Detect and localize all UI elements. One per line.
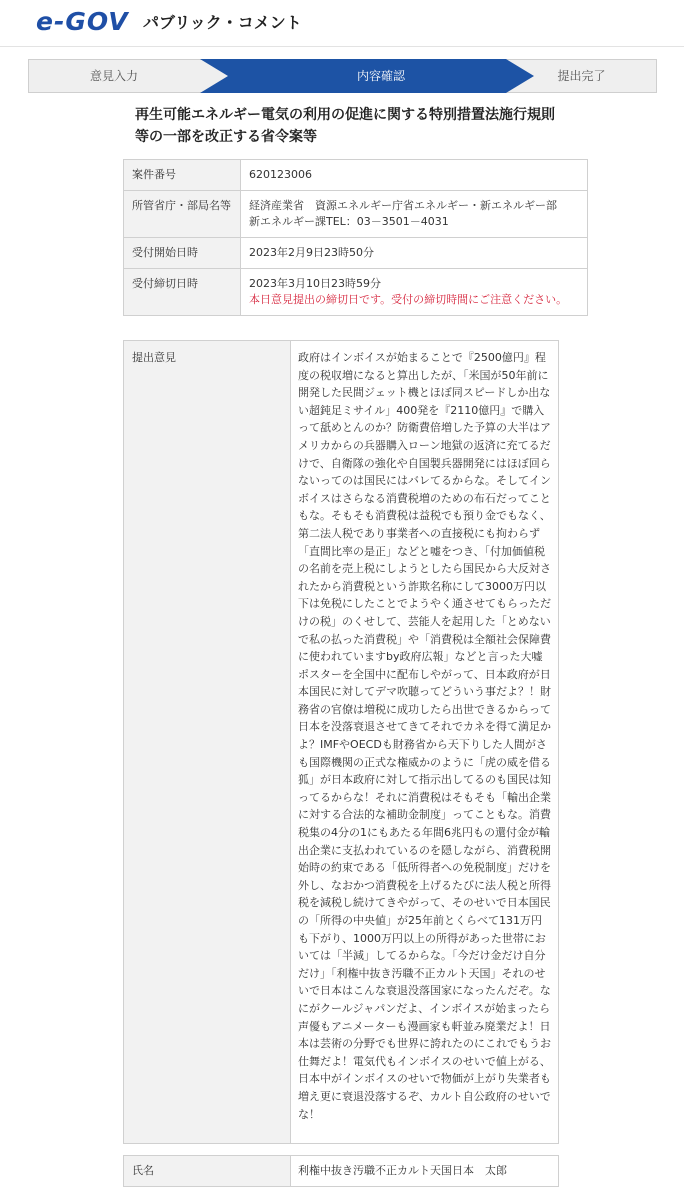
case-number-label: 案件番号 xyxy=(124,160,241,191)
case-info-table xyxy=(123,159,588,316)
step-content-confirm: 内容確認 xyxy=(356,69,405,83)
opinion-section xyxy=(123,340,559,1144)
ministry-label: 所管省庁・部局名等 xyxy=(124,191,241,238)
name-value: 利権中抜き汚職不正カルト天国日本 太郎 xyxy=(298,1164,507,1177)
site-header xyxy=(0,0,684,47)
opinion-label: 提出意見 xyxy=(124,341,291,1143)
egov-logo[interactable]: e-GOV xyxy=(36,7,129,36)
start-date-label: 受付開始日時 xyxy=(124,238,241,269)
case-number-value: 620123006 xyxy=(241,160,588,191)
progress-stepper xyxy=(28,59,657,93)
opinion-text: 政府はインボイスが始まることで『2500億円』程度の税収増になると算出したが、「米国が50年前に開発した民間ジェット機とほぼ同スピードしか出ない超鈍足ミサイル」400発を『2110億円』で購入って舐めとんのか？防衛費倍増した予算の大半はアメリカからの兵器購入ローン地獄の返済に充てるだけで、自衛隊の強化や自国製兵器開発にはほぼ回らないってのは国民にはバレてるからな。そしてインボイスはさらなる消費税増のための布石だってこともな。そもそも消費税は益税でも預り金でもなく、第二法人税であり事業者への直接税にも拘わらず「直間比率の是正」などと嘘をつき、「付加価値税の名前を売上税にしようとしたら国民から大反対されたから消費税という詐欺名称にして3000万円以下は免税にしたことでようやく通させてもらっただけの税」のくせして、芸能人を起用した「とめないで私の払った消費税」や「消費税は全額社会保障費に使われていますby政府広報」などと言った大嘘ポスターを全国中に配布しやがって、日本政府が日本国民に対してデマ吹聴ってどういう事だよ？！財務省の官僚は増税に成功したら出世できるからって日本を没落衰退させてきてそれでカネを得て満足かよ？IMFやOECDも財務省から天下りした人間がさも国際機関の正式な権威かのように「虎の威を借る狐」が日本政府に対して指示出してるのも国民は知ってるからな！それに消費税はそもそも「輸出企業に対する合法的な補助金制度」ってこともな。消費税集の4分の1にもあたる年間6兆円もの還付金が輸出企業に支払われているのを隠しながら、消費税開始時の約束である「低所得者への免税制度」だけを外し、なおかつ消費税を上げるたびに法人税と所得税を減税し続けてきやがって、そのせいで日本国民の「所得の中央値」が25年前とくらべて131万円も下がり、1000万円以上の所得があった世帯においては「半減」してるからな。「今だけ金だけ自分だけ」「利権中抜き汚職不正カルト天国」それのせいで日本はこんな衰退没落国家になったんだぞ。なにがクールジャパンだよ、インボイスが始まったら声優もアニメーターも漫画家も軒並み廃業だよ！日本は芸術の分野でも世界に誇れたのにこれでもうお仕舞だよ！電気代もインボイスのせいで値上がる、日本中がインボイスのせいで物価が上がり失業者も増え更に衰退没落するぞ、カルト自公政府のせいでな！ xyxy=(298,351,551,1121)
start-date-value: 2023年2月9日23時50分 xyxy=(241,238,588,269)
step-submission-complete: 提出完了 xyxy=(557,69,606,83)
deadline-warning: 本日意見提出の締切日です。受付の締切時間にご注意ください。 xyxy=(249,293,568,306)
page-title: 再生可能エネルギー電気の利用の促進に関する特別措置法施行規則等の一部を改正する省令案等 xyxy=(135,107,555,145)
end-date-label: 受付締切日時 xyxy=(124,269,241,316)
ministry-value xyxy=(241,191,588,238)
header-title: パブリック・コメント xyxy=(143,13,302,32)
table-row xyxy=(124,238,588,269)
table-row xyxy=(124,160,588,191)
table-row xyxy=(124,269,588,316)
ministry-line-2: 新エネルギー課TEL：03－3501－4031 xyxy=(249,215,449,228)
end-date-value xyxy=(241,269,588,316)
name-label: 氏名 xyxy=(124,1156,291,1186)
name-section xyxy=(123,1155,559,1187)
ministry-line-1: 経済産業省 資源エネルギー庁省エネルギー・新エネルギー部 xyxy=(249,199,557,212)
step-opinion-input: 意見入力 xyxy=(89,69,138,83)
table-row xyxy=(124,191,588,238)
end-date-text: 2023年3月10日23時59分 xyxy=(249,277,381,290)
